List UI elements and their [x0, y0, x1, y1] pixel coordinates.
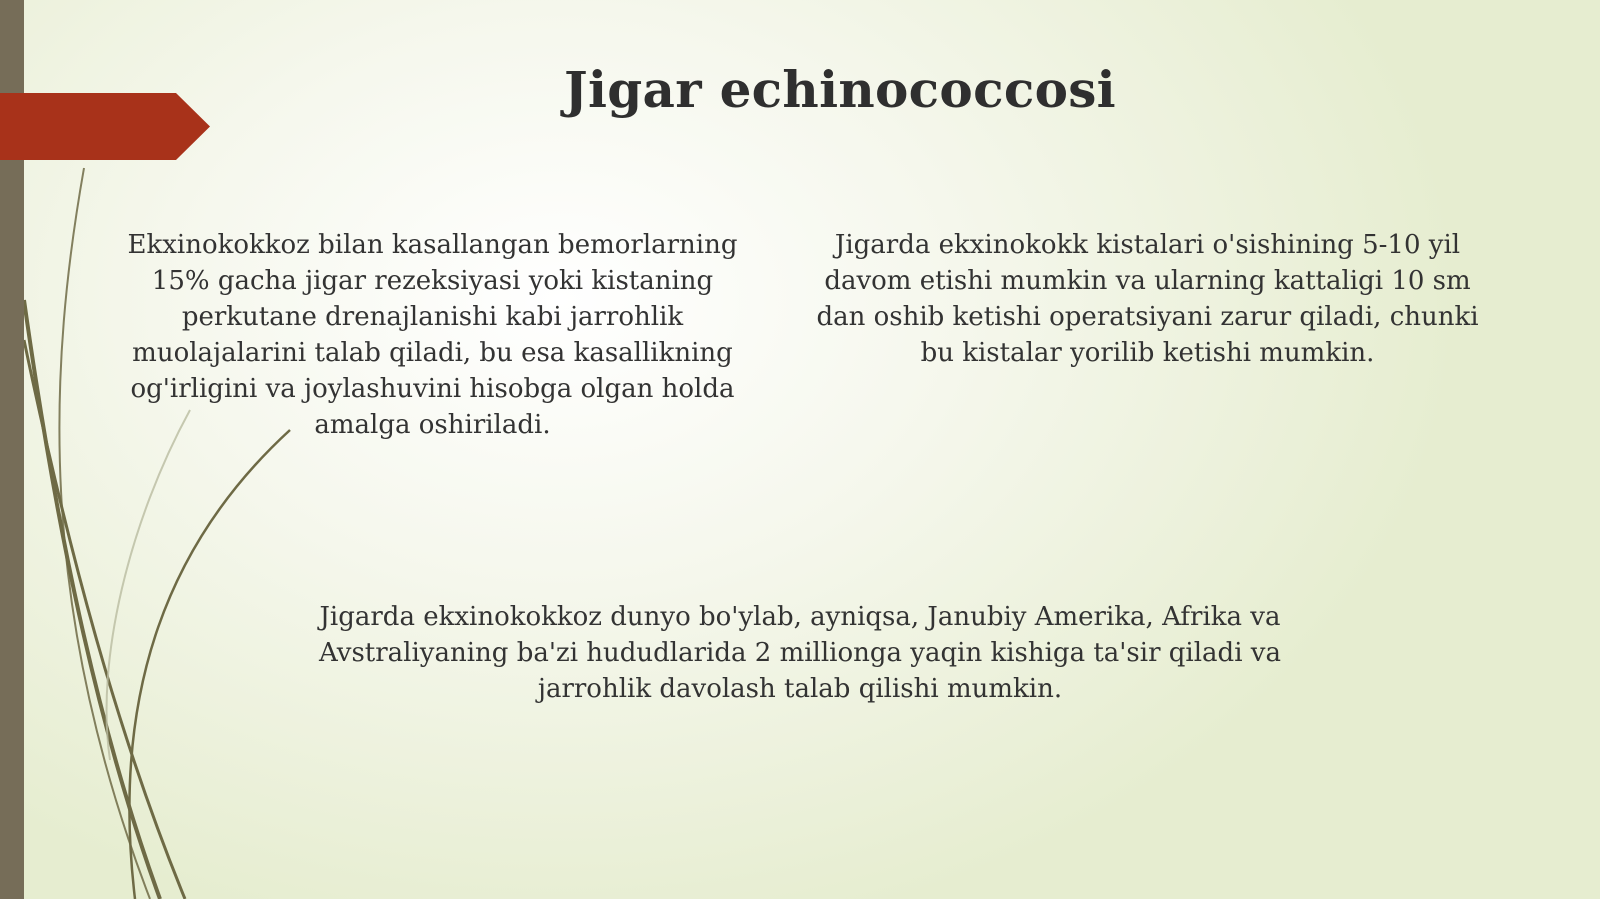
- decor-curve-faint: [107, 410, 190, 760]
- slide-title: Jigar echinococcosi: [564, 60, 1116, 119]
- accent-arrow-shape: [0, 93, 210, 160]
- decor-curve-inner: [129, 430, 290, 899]
- paragraph-bottom: Jigarda ekxinokokkoz dunyo bo'ylab, ayniqsa, Janubiy Amerika, Afrika va Avstraliyaning ba'zi hududlarida 2 millionga yaqin kishiga ta'sir qiladi va jarrohlik davolash talab qilishi mumkin.: [319, 602, 1281, 704]
- paragraph-left: Ekxinokokkoz bilan kasallangan bemorlarning 15% gacha jigar rezeksiyasi yoki kistaning perkutane drenajlanishi kabi jarrohlik muolajalarini talab qiladi, bu esa kasallikning og'irligini va joylashuvini hisobga olgan holda amalga oshiriladi.: [127, 230, 738, 440]
- paragraph-right: Jigarda ekxinokokk kistalari o'sishining 5-10 yil davom etishi mumkin va ularning kattaligi 10 sm dan oshib ketishi operatsiyani zarur qiladi, chunki bu kistalar yorilib ketishi mumkin.: [816, 230, 1479, 368]
